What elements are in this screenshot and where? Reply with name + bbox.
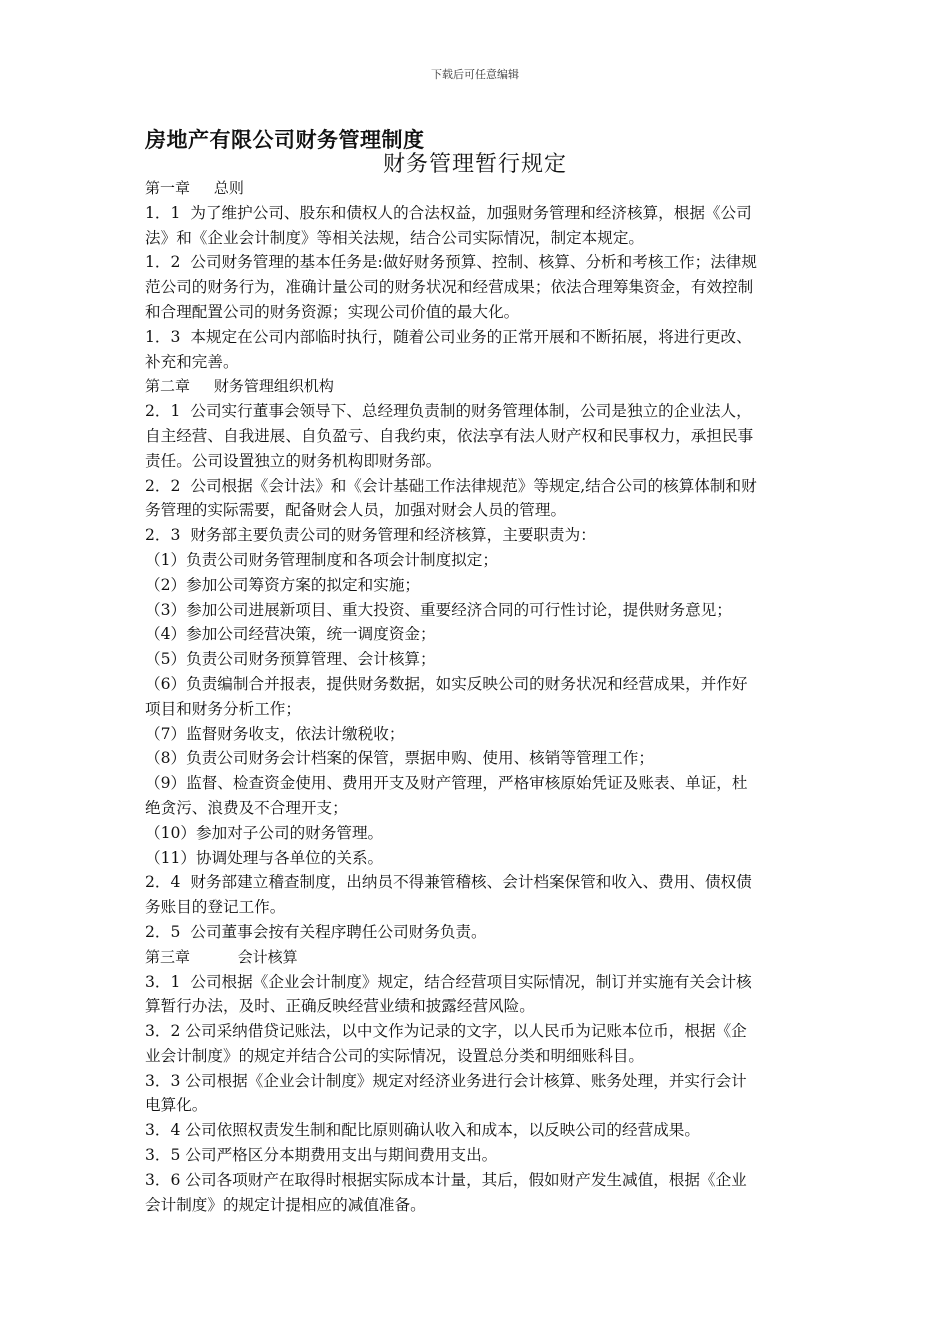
paragraph-line: 补充和完善。 — [145, 352, 239, 371]
paragraph-line: 3．1 公司根据《企业会计制度》规定，结合经营项目实际情况，制订并实施有关会计核 — [145, 972, 752, 991]
paragraph-line: 责任。公司设置独立的财务机构即财务部。 — [145, 451, 442, 470]
paragraph-line: 自主经营、自我进展、自负盈亏、自我约束，依法享有法人财产权和民事权力，承担民事 — [145, 426, 754, 445]
paragraph-line: 2．1 公司实行董事会领导下、总经理负责制的财务管理体制，公司是独立的企业法人， — [145, 402, 752, 421]
list-item: （1）负责公司财务管理制度和各项会计制度拟定； — [145, 550, 498, 569]
paragraph-line: 法》和《企业会计制度》等相关法规，结合公司实际情况，制定本规定。 — [145, 228, 645, 247]
document-subtitle: 财务管理暂行规定 — [382, 152, 567, 177]
paragraph-line: 务账目的登记工作。 — [145, 898, 286, 917]
list-item: （3）参加公司进展新项目、重大投资、重要经济合同的可行性讨论，提供财务意见； — [145, 600, 732, 619]
paragraph-line: 3．3 公司根据《企业会计制度》规定对经济业务进行会计核算、账务处理，并实行会计 — [145, 1071, 747, 1090]
list-item: （6）负责编制合并报表，提供财务数据，如实反映公司的财务状况和经营成果，并作好 — [145, 674, 748, 693]
paragraph-line: 1．1 为了维护公司、股东和债权人的合法权益，加强财务管理和经济核算，根据《公司 — [145, 203, 752, 222]
paragraph-line: 3．6 公司各项财产在取得时根据实际成本计量，其后，假如财产发生减值，根据《企业 — [145, 1170, 747, 1189]
paragraph-line: 业会计制度》的规定并结合公司的实际情况，设置总分类和明细账科目。 — [145, 1046, 645, 1065]
paragraph-line: 3．2 公司采纳借贷记账法，以中文作为记录的文字，以人民币为记账本位币，根据《企 — [145, 1022, 747, 1041]
paragraph-line: 算暂行办法，及时、正确反映经营业绩和披露经营风险。 — [145, 997, 535, 1016]
list-item: （8）负责公司财务会计档案的保管，票据申购、使用、核销等管理工作； — [145, 749, 654, 768]
paragraph-line: 3．5 公司严格区分本期费用支出与期间费用支出。 — [145, 1146, 498, 1165]
header-note: 下载后可任意编辑 — [431, 68, 519, 81]
paragraph-line: 2．3 财务部主要负责公司的财务管理和经济核算，主要职责为： — [145, 526, 596, 545]
list-item: （5）负责公司财务预算管理、会计核算； — [145, 650, 436, 669]
paragraph-line: 1．2 公司财务管理的基本任务是:做好财务预算、控制、核算、分析和考核工作；法律规 — [145, 253, 757, 272]
paragraph-line: 1．3 本规定在公司内部临时执行，随着公司业务的正常开展和不断拓展，将进行更改、 — [145, 327, 752, 346]
list-item: 绝贪污、浪费及不合理开支； — [145, 798, 348, 817]
paragraph-line: 2．5 公司董事会按有关程序聘任公司财务负责。 — [145, 922, 487, 941]
list-item: （11）协调处理与各单位的关系。 — [145, 848, 384, 867]
list-item: （10）参加对子公司的财务管理。 — [145, 823, 384, 842]
paragraph-line: 务管理的实际需要，配备财会人员，加强对财会人员的管理。 — [145, 501, 567, 520]
list-item: （4）参加公司经营决策，统一调度资金； — [145, 625, 436, 644]
paragraph-line: 会计制度》的规定计提相应的减值准备。 — [145, 1195, 426, 1214]
chapter-heading: 第二章 财务管理组织机构 — [145, 377, 334, 396]
document-body — [145, 176, 807, 1217]
paragraph-line: 3．4 公司依照权责发生制和配比原则确认收入和成本，以反映公司的经营成果。 — [145, 1121, 700, 1140]
chapter-heading: 第一章 总则 — [145, 179, 244, 197]
paragraph-line: 和合理配置公司的财务资源；实现公司价值的最大化。 — [145, 302, 520, 321]
chapter-heading: 第三章 会计核算 — [145, 947, 298, 966]
paragraph-line: 电算化。 — [145, 1096, 208, 1115]
list-item: （2）参加公司筹资方案的拟定和实施； — [145, 575, 421, 594]
list-item: 项目和财务分析工作； — [145, 699, 301, 718]
paragraph-line: 2．2 公司根据《会计法》和《会计基础工作法律规范》等规定,结合公司的核算体制和财 — [145, 476, 757, 495]
paragraph-line: 范公司的财务行为，准确计量公司的财务状况和经营成果；依法合理筹集资金，有效控制 — [145, 278, 754, 297]
list-item: （7）监督财务收支，依法计缴税收； — [145, 724, 405, 743]
document-title: 房地产有限公司财务管理制度 — [145, 128, 425, 152]
list-item: （9）监督、检查资金使用、费用开支及财产管理，严格审核原始凭证及账表、单证，杜 — [145, 774, 748, 793]
paragraph-line: 2．4 财务部建立稽查制度，出纳员不得兼管稽核、会计档案保管和收入、费用、债权债 — [145, 873, 752, 892]
